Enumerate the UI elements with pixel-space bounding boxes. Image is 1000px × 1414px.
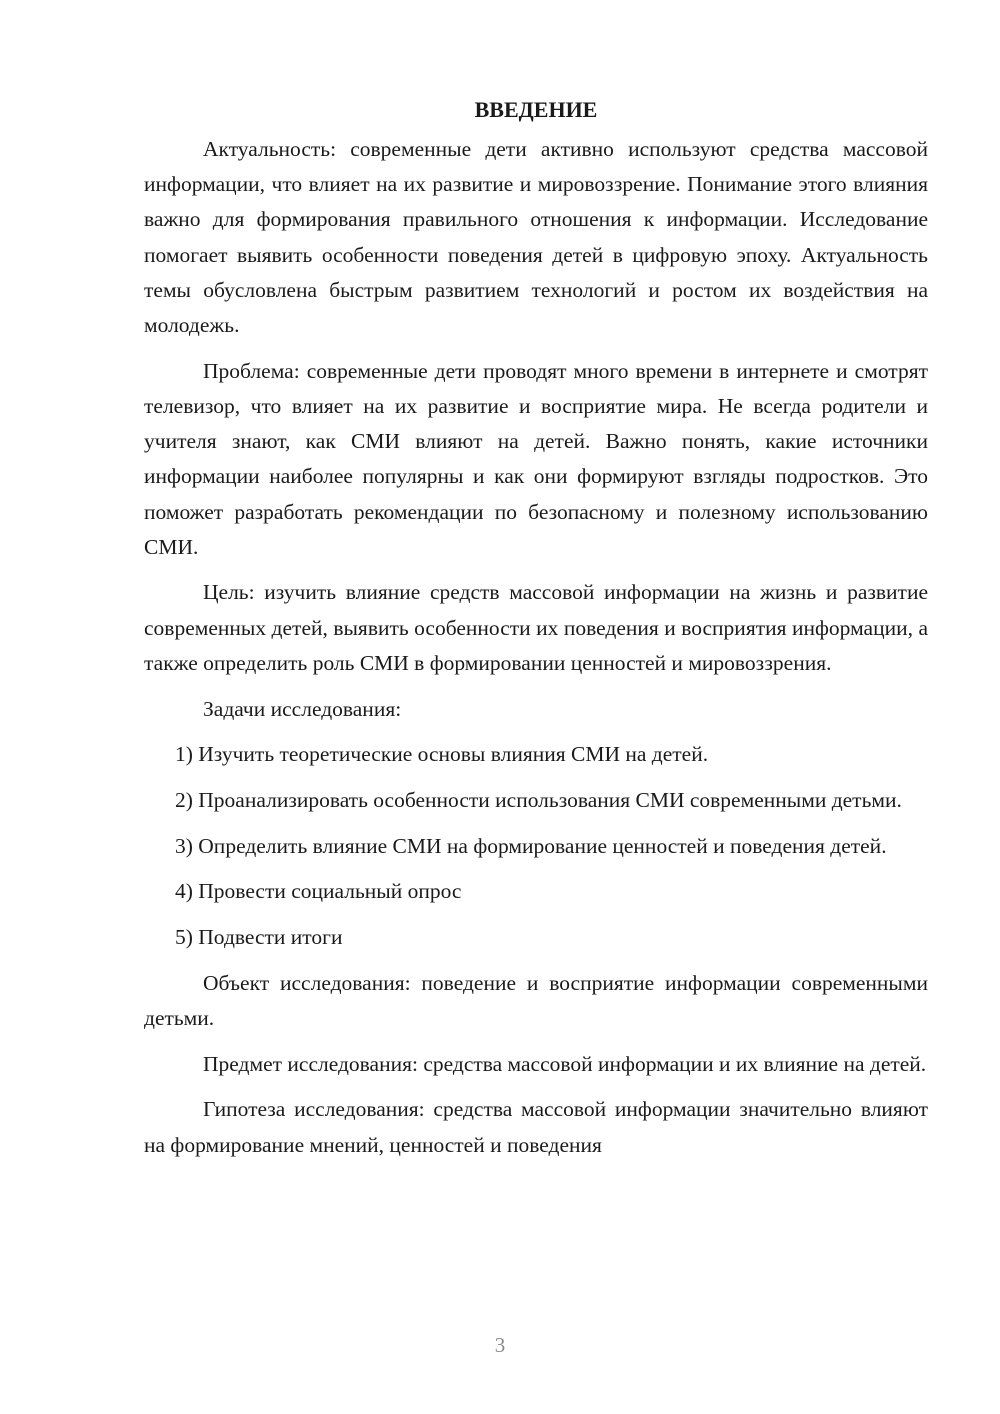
page-number: 3: [494, 1333, 506, 1357]
paragraph-hypothesis: Гипотеза исследования: средства массовой информации значительно влияют на формирование мнений, ценностей и поведения: [144, 1097, 928, 1157]
paragraph-goal: Цель: изучить влияние средств массовой информации на жизнь и развитие современных детей, выявить особенности их поведения и восприятия информации, а также определить роль СМИ в формировании ценностей и мировоззрения.: [144, 580, 928, 675]
document-page: [144, 92, 928, 1163]
paragraph-problem: Проблема: современные дети проводят много времени в интернете и смотрят телевизор, что влияет на их развитие и восприятие мира. Не всегда родители и учителя знают, как СМИ влияют на детей. Важно понять, какие источники информации наиболее популярны и как они формируют взгляды подростков. Это поможет разработать рекомендации по безопасному и полезному использованию СМИ.: [144, 358, 928, 559]
paragraph-relevance: Актуальность: современные дети активно используют средства массовой информации, что влияет на их развитие и мировоззрение. Понимание этого влияния важно для формирования правильного отношения к информации. Исследование помогает выявить особенности поведения детей в цифровую эпоху. Актуальность темы обусловлена быстрым развитием технологий и ростом их воздействия на молодежь.: [144, 137, 928, 338]
tasks-heading: Задачи исследования:: [203, 696, 402, 721]
task-item-1: 1) Изучить теоретические основы влияния СМИ на детей.: [175, 742, 709, 767]
section-title: ВВЕДЕНИЕ: [474, 97, 598, 122]
paragraph-object: Объект исследования: поведение и восприятие информации современными детьми.: [144, 970, 928, 1030]
paragraph-subject: Предмет исследования: средства массовой информации и их влияние на детей.: [203, 1051, 927, 1076]
task-item-2: 2) Проанализировать особенности использования СМИ современными детьми.: [175, 787, 902, 812]
task-item-5: 5) Подвести итоги: [175, 925, 343, 950]
task-item-4: 4) Провести социальный опрос: [175, 879, 462, 904]
task-item-3: 3) Определить влияние СМИ на формирование ценностей и поведения детей.: [175, 833, 887, 858]
